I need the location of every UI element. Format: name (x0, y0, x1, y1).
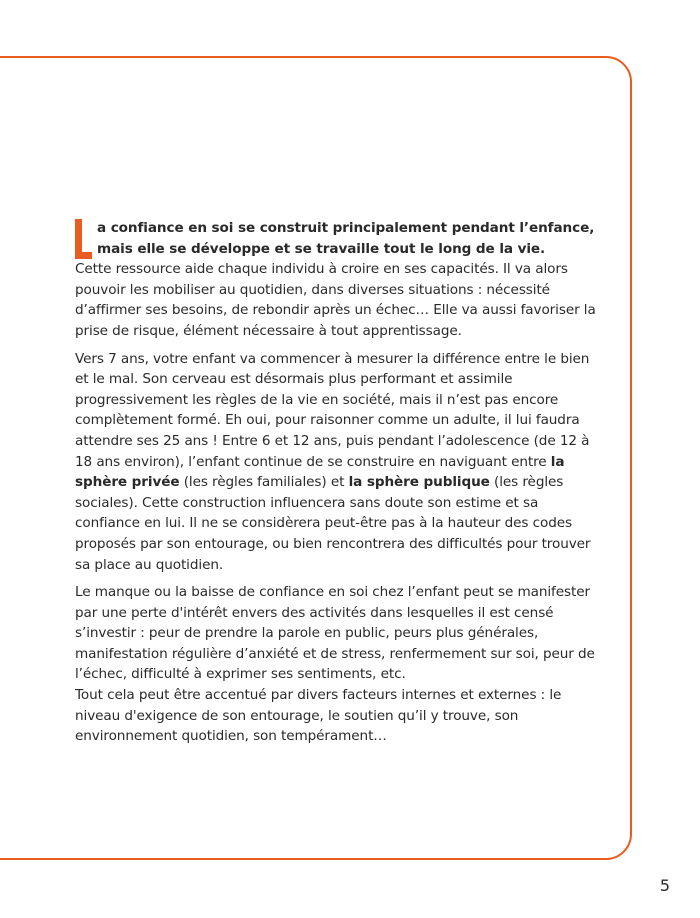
paragraph-2: Vers 7 ans, votre enfant va commencer à mesurer la différence entre le bien et le mal. Son cerveau est désormais plus performant et assimile progressivement les règles de la vie en société, mais il n’est pas encore complètement formé. Eh oui, pour raisonner comme un adulte, il lui faudra attendre ses 25 ans ! Entre 6 et 12 ans, puis pendant l’adolescence (de 12 à 18 ans environ), l’enfant continue de se construire en naviguant entre la sphère privée (les règles familiales) et la sphère publique (les règles sociales). Cette construction influencera sans doute son estime et sa confiance en lui. Il ne se considèrera peut-être pas à la hauteur des codes proposés par son entourage, ou bien rencontrera des difficultés pour trouver sa place au quotidien. (75, 350, 591, 573)
page-number: 5 (659, 876, 670, 895)
paragraph-3: Le manque ou la baisse de confiance en soi chez l’enfant peut se manifester par une perte d'intérêt envers des activités dans lesquelles il est censé s’investir : peur de prendre la parole en public, peurs plus générales, manifestation régulière d’anxiété et de stress, renfermement sur soi, peur de l’échec, difficulté à exprimer ses sentiments, etc. Tout cela peut être accentué par divers facteurs internes et externes : le niveau d'exigence de son entourage, le soutien qu’il y trouve, son environnement quotidien, son tempérament… (75, 584, 595, 745)
article-body (75, 218, 597, 754)
paragraph-1: Cette ressource aide chaque individu à croire en ses capacités. Il va alors pouvoir les mobiliser au quotidien, dans diverses situations : nécessité d’affirmer ses besoins, de rebondir après un échec… Elle va aussi favoriser la prise de risque, élément nécessaire à tout apprentissage. (75, 261, 596, 339)
highlight-public-sphere: la sphère publique (348, 474, 490, 491)
intro-text: a confiance en soi se construit principalement pendant l’enfance, mais elle se développe et se travaille tout le long de la vie. (97, 220, 595, 257)
drop-cap-letter (75, 219, 92, 259)
highlight-private-sphere: la sphère privée (75, 453, 565, 491)
intro-paragraph (75, 218, 597, 259)
